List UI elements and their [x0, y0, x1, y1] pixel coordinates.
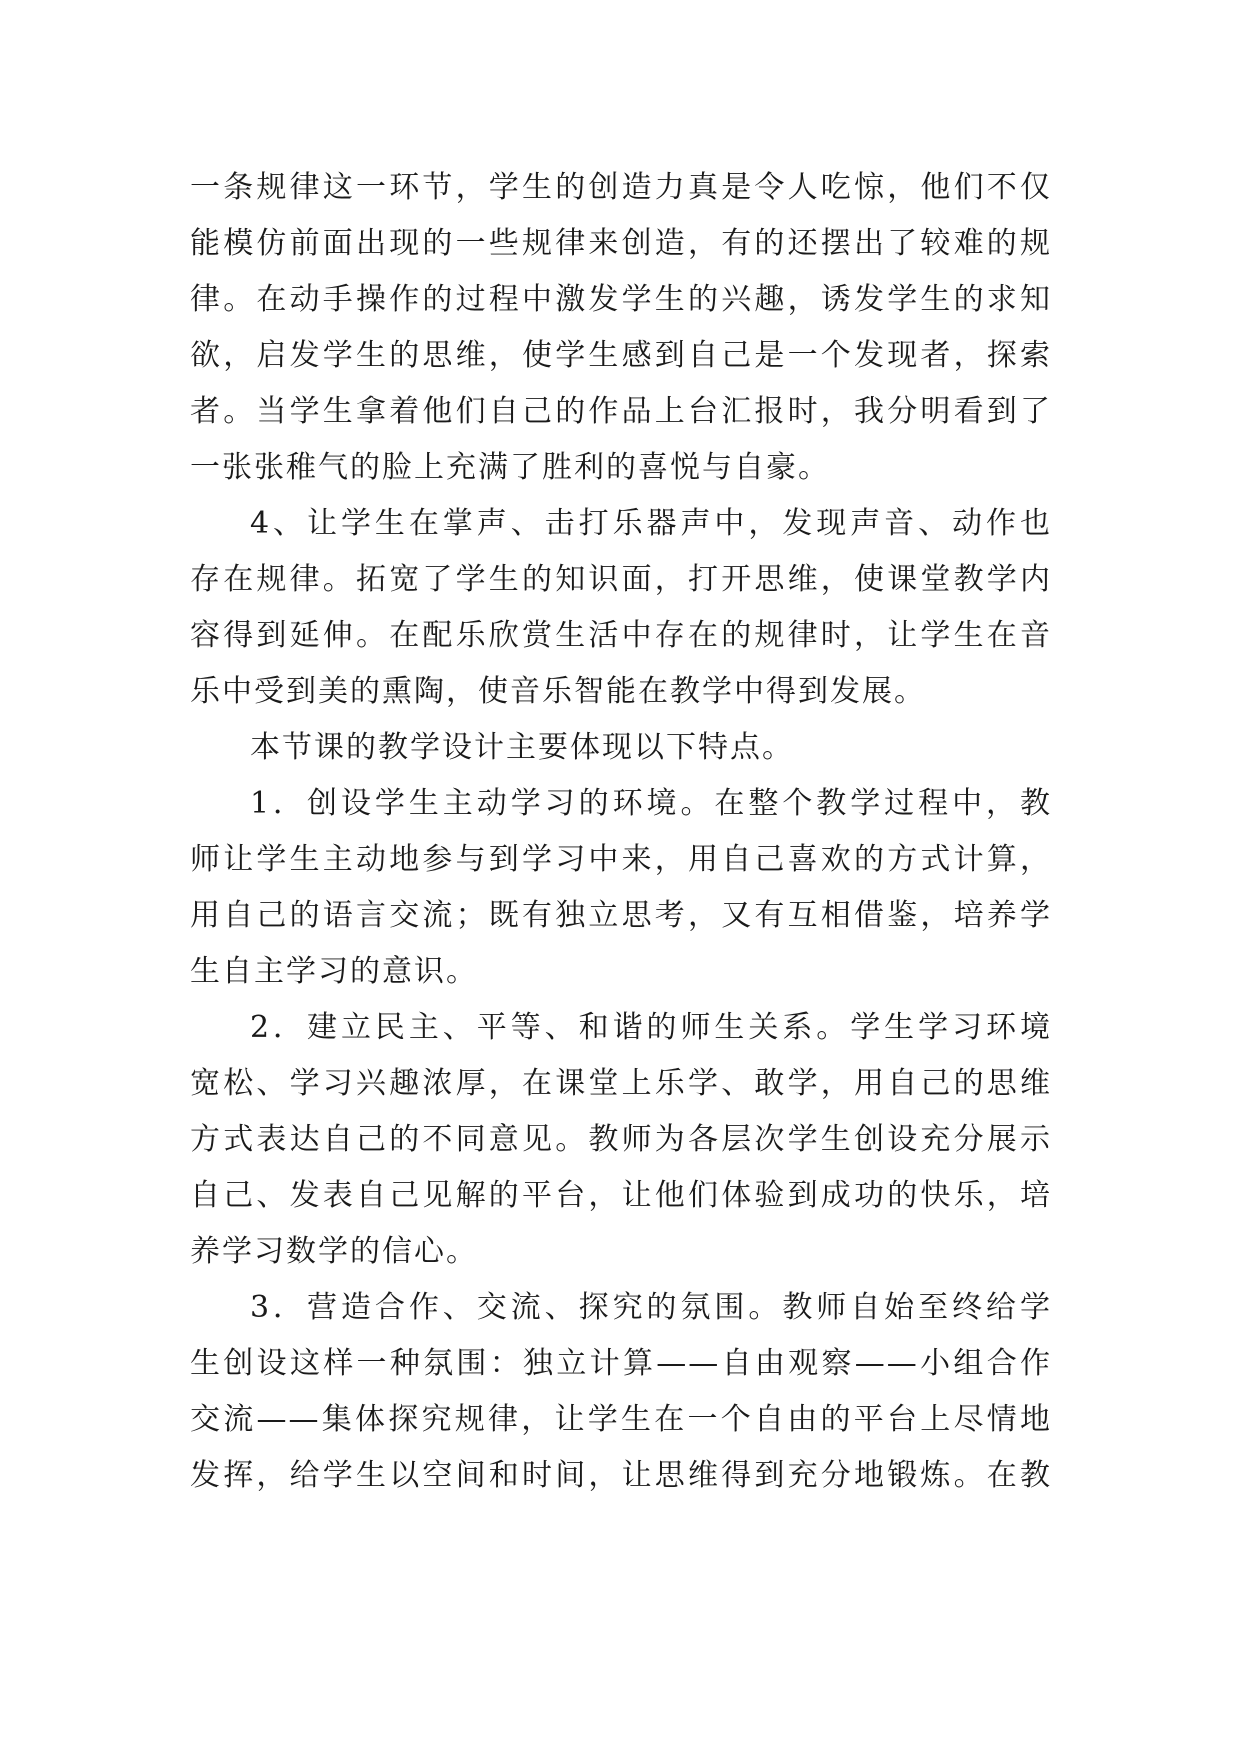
text-line: 一条规律这一环节，学生的创造力真是令人吃惊，他们不仅 — [190, 170, 1052, 205]
text-line: 生自主学习的意识。 — [190, 954, 478, 989]
text-line: 师让学生主动地参与到学习中来，用自己喜欢的方式计算， — [190, 842, 1052, 877]
text-line: 一张张稚气的脸上充满了胜利的喜悦与自豪。 — [190, 450, 830, 485]
text-line: 存在规律。拓宽了学生的知识面，打开思维，使课堂教学内 — [190, 562, 1052, 597]
text-line: 自己、发表自己见解的平台，让他们体验到成功的快乐，培 — [190, 1178, 1052, 1213]
text-line: 本节课的教学设计主要体现以下特点。 — [250, 730, 794, 765]
text-line: 3．营造合作、交流、探究的氛围。教师自始至终给学 — [250, 1290, 1052, 1325]
text-line: 4、让学生在掌声、击打乐器声中，发现声音、动作也 — [250, 506, 1052, 541]
text-line: 容得到延伸。在配乐欣赏生活中存在的规律时，让学生在音 — [190, 618, 1052, 653]
text-line: 方式表达自己的不同意见。教师为各层次学生创设充分展示 — [190, 1122, 1052, 1157]
text-line: 交流——集体探究规律，让学生在一个自由的平台上尽情地 — [190, 1402, 1052, 1437]
text-line: 乐中受到美的熏陶，使音乐智能在教学中得到发展。 — [190, 674, 926, 709]
text-line: 欲，启发学生的思维，使学生感到自己是一个发现者，探索 — [190, 338, 1052, 373]
text-line: 宽松、学习兴趣浓厚，在课堂上乐学、敢学，用自己的思维 — [190, 1066, 1052, 1101]
text-line: 律。在动手操作的过程中激发学生的兴趣，诱发学生的求知 — [190, 282, 1052, 317]
text-line: 生创设这样一种氛围：独立计算——自由观察——小组合作 — [190, 1346, 1052, 1381]
text-line: 者。当学生拿着他们自己的作品上台汇报时，我分明看到了 — [190, 394, 1052, 429]
text-line: 1．创设学生主动学习的环境。在整个教学过程中，教 — [250, 786, 1052, 821]
text-line: 养学习数学的信心。 — [190, 1234, 478, 1269]
text-line: 发挥，给学生以空间和时间，让思维得到充分地锻炼。在教 — [190, 1458, 1052, 1493]
text-line: 用自己的语言交流；既有独立思考，又有互相借鉴，培养学 — [190, 898, 1052, 933]
text-line: 2．建立民主、平等、和谐的师生关系。学生学习环境 — [250, 1010, 1052, 1045]
document-body — [190, 160, 1052, 1504]
text-line: 能模仿前面出现的一些规律来创造，有的还摆出了较难的规 — [190, 226, 1052, 261]
